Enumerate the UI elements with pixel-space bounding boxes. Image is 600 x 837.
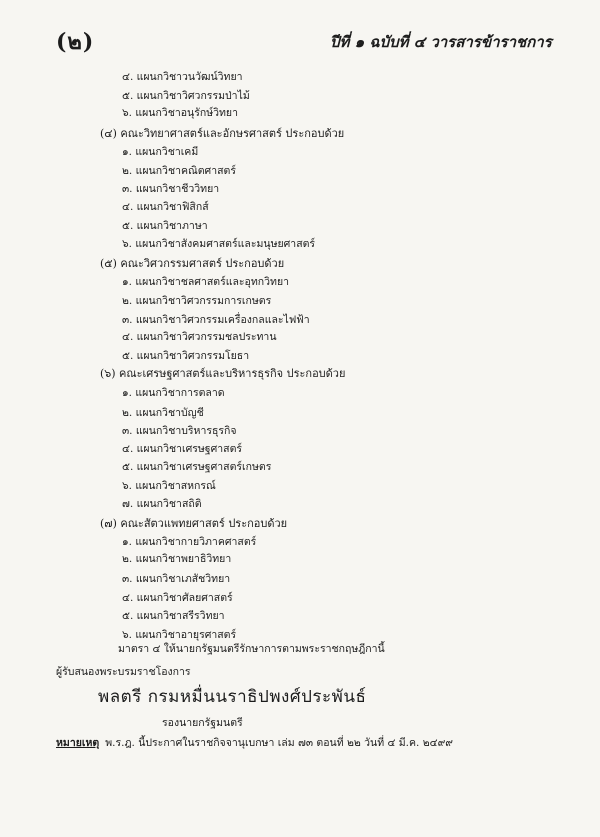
list-item: ๓. แผนกวิชาชีววิทยา — [122, 183, 220, 195]
journal-header: ปีที่ ๑ ฉบับที่ ๔ วารสารข้าราชการ — [330, 33, 552, 51]
list-item: ๒. แผนกวิชาพยาธิวิทยา — [122, 553, 232, 565]
list-item: ๕. แผนกวิชาสรีรวิทยา — [122, 610, 225, 622]
list-item: ๑. แผนกวิชาชลศาสตร์และอุทกวิทยา — [122, 276, 289, 288]
list-item: ๖. แผนกวิชาสหกรณ์ — [122, 480, 216, 492]
list-item: ๖. แผนกวิชาอายุรศาสตร์ — [122, 629, 237, 641]
page-number: (๒) — [56, 29, 95, 55]
list-item: ๓. แผนกวิชาบริหารธุรกิจ — [122, 425, 237, 437]
faculty-heading: (๖) คณะเศรษฐศาสตร์และบริหารธุรกิจ ประกอบด้วย — [100, 367, 346, 380]
signature-name: พลตรี กรมหมื่นนราธิปพงศ์ประพันธ์ — [98, 687, 367, 707]
list-item: ๔. แผนกวิชาฟิสิกส์ — [122, 201, 209, 213]
list-item: ๑. แผนกวิชาเคมี — [122, 146, 199, 158]
list-item: ๒. แผนกวิชาบัญชี — [122, 407, 204, 419]
list-item: ๓. แผนกวิชาวิศวกรรมเครื่องกลและไฟฟ้า — [122, 314, 310, 326]
list-item: ๕. แผนกวิชาวิศวกรรมโยธา — [122, 350, 250, 362]
faculty-heading: (๕) คณะวิศวกรรมศาสตร์ ประกอบด้วย — [100, 257, 285, 270]
faculty-heading: (๗) คณะสัตวแพทยศาสตร์ ประกอบด้วย — [100, 517, 288, 530]
list-item: ๔. แผนกวิชาวนวัฒน์วิทยา — [122, 71, 243, 83]
list-item: ๕. แผนกวิชาเศรษฐศาสตร์เกษตร — [122, 461, 272, 473]
list-item: ๒. แผนกวิชาวิศวกรรมการเกษตร — [122, 295, 272, 307]
closing-article: มาตรา ๔ ให้นายกรัฐมนตรีรักษาการตามพระราชกฤษฎีกานี้ — [118, 643, 385, 655]
list-item: ๒. แผนกวิชาคณิตศาสตร์ — [122, 165, 236, 177]
list-item: ๔. แผนกวิชาเศรษฐศาสตร์ — [122, 443, 243, 455]
list-item: ๑. แผนกวิชาการตลาด — [122, 387, 225, 399]
footnote — [56, 734, 453, 751]
royal-command-line: ผู้รับสนองพระบรมราชโองการ — [56, 666, 191, 678]
list-item: ๔. แผนกวิชาวิศวกรรมชลประทาน — [122, 331, 277, 343]
list-item: ๕. แผนกวิชาวิศวกรรมป่าไม้ — [122, 90, 250, 102]
list-item: ๖. แผนกวิชาอนุรักษ์วิทยา — [122, 107, 238, 119]
list-item: ๓. แผนกวิชาเภสัชวิทยา — [122, 573, 231, 585]
list-item: ๖. แผนกวิชาสังคมศาสตร์และมนุษยศาสตร์ — [122, 238, 316, 250]
list-item: ๗. แผนกวิชาสถิติ — [122, 498, 202, 510]
list-item: ๑. แผนกวิชากายวิภาคศาสตร์ — [122, 536, 257, 548]
list-item: ๕. แผนกวิชาภาษา — [122, 220, 208, 232]
signatory-position: รองนายกรัฐมนตรี — [162, 717, 243, 729]
footnote-text: พ.ร.ฎ. นี้ประกาศในราชกิจจานุเบกษา เล่ม ๗๓ ตอนที่ ๒๒ วันที่ ๔ มี.ค. ๒๔๙๙ — [105, 737, 453, 749]
list-item: ๔. แผนกวิชาศัลยศาสตร์ — [122, 592, 233, 604]
footnote-label: หมายเหตุ — [56, 737, 100, 749]
faculty-heading: (๔) คณะวิทยาศาสตร์และอักษรศาสตร์ ประกอบด้วย — [100, 127, 345, 140]
